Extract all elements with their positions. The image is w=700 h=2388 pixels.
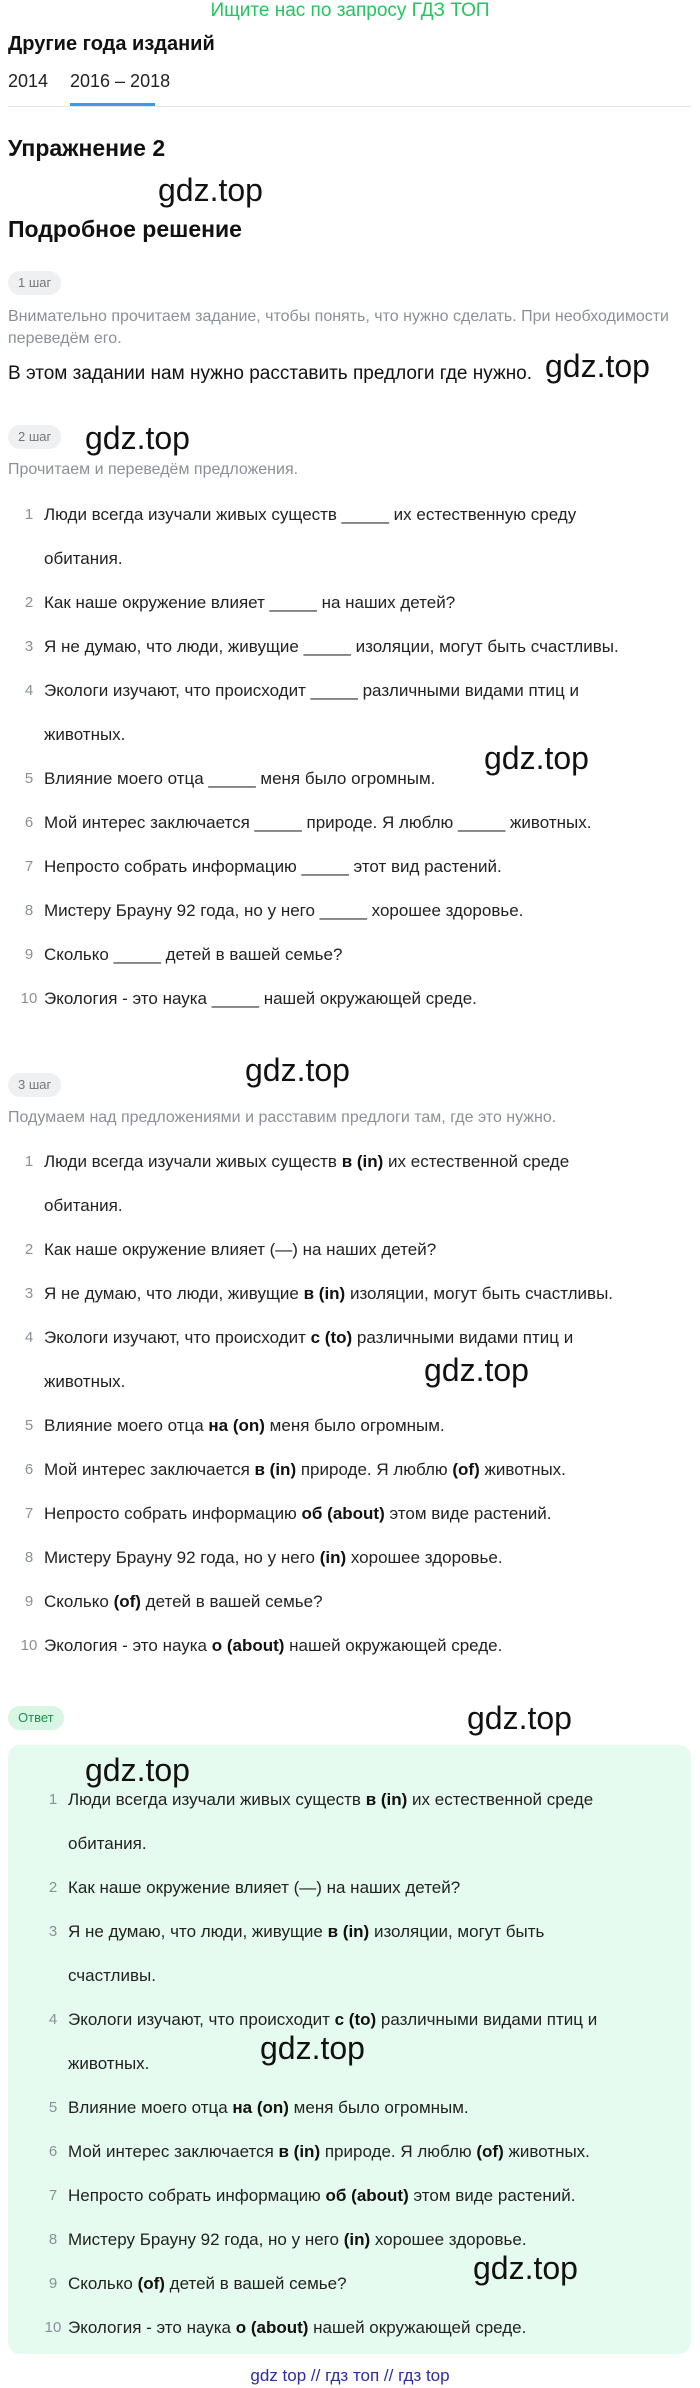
sentence-text: Мистеру Брауну 92 года, но у него (in) хорошее здоровье.: [68, 2230, 527, 2249]
item-number: 5: [48, 2099, 58, 2116]
step-badge-3: 3 шаг: [8, 1073, 61, 1097]
item-number: 8: [48, 2231, 58, 2248]
sentence-text: Люди всегда изучали живых существ в (in) их естественной среде обитания.: [68, 1790, 594, 1853]
watermark: gdz.top: [473, 2250, 578, 2286]
watermark: gdz.top: [245, 1052, 350, 1088]
step1-text: В этом задании нам нужно расставить предлоги где нужно.: [8, 363, 533, 384]
item-number: 10: [20, 990, 38, 1007]
list-item: [14, 1624, 664, 1668]
item-number: 3: [24, 1285, 34, 1302]
sentence-text: Сколько (of) детей в вашей семье?: [44, 1592, 323, 1611]
answer-badge: Ответ: [8, 1706, 64, 1730]
sentence-text: Экологи изучают, что происходит с (to) различными видами птиц и животных.: [68, 2010, 598, 2073]
sentence-text: Как наше окружение влияет (—) на наших детей?: [44, 1240, 437, 1259]
list-item: [14, 1316, 664, 1404]
item-number: 6: [24, 1461, 34, 1478]
item-number: 10: [20, 1637, 38, 1654]
list-item: [38, 1866, 688, 1910]
item-number: 9: [48, 2275, 58, 2292]
step1-hint: Внимательно прочитаем задание, чтобы понять, что нужно сделать. При необходимости переведём его.: [8, 308, 669, 347]
item-number: 3: [24, 638, 34, 655]
list-item: [14, 977, 664, 1021]
list-item: [38, 2306, 688, 2350]
sentence-text: Как наше окружение влияет (—) на наших детей?: [68, 1878, 461, 1897]
list-item: [14, 845, 664, 889]
list-item: [14, 801, 664, 845]
sentence-text: Мистеру Брауну 92 года, но у него _____ хорошее здоровье.: [44, 901, 524, 920]
item-number: 2: [48, 1879, 58, 1896]
item-number: 7: [24, 858, 34, 875]
item-number: 6: [48, 2143, 58, 2160]
sentence-text: Непросто собрать информацию об (about) этом виде растений.: [68, 2186, 576, 2205]
footer-links[interactable]: gdz top // гдз топ // гдз top: [250, 2366, 450, 2385]
tab-2016-2018[interactable]: 2016 – 2018: [70, 71, 171, 91]
list-item: [14, 1228, 664, 1272]
list-item: [38, 2174, 688, 2218]
step3-hint: Подумаем над предложениями и расставим предлоги там, где это нужно.: [8, 1109, 557, 1126]
item-number: 8: [24, 1549, 34, 1566]
step-badge-1: 1 шаг: [8, 271, 61, 295]
item-number: 10: [44, 2319, 62, 2336]
step-badge-2: 2 шаг: [8, 425, 61, 449]
exercise-title: Упражнение 2: [8, 135, 166, 161]
sentence-text: Экологи изучают, что происходит _____ различными видами птиц и животных.: [44, 681, 579, 744]
watermark: gdz.top: [484, 740, 589, 776]
watermark: gdz.top: [545, 348, 650, 384]
sentence-text: Экологи изучают, что происходит с (to) различными видами птиц и животных.: [44, 1328, 574, 1391]
list-item: [14, 1580, 664, 1624]
sentence-text: Экология - это наука _____ нашей окружающей среде.: [44, 989, 477, 1008]
watermark: gdz.top: [424, 1352, 529, 1388]
watermark: gdz.top: [260, 2030, 365, 2066]
item-number: 1: [48, 1791, 58, 1808]
item-number: 8: [24, 902, 34, 919]
list-item: [14, 933, 664, 977]
sentence-text: Как наше окружение влияет _____ на наших детей?: [44, 593, 456, 612]
list-item: [14, 1492, 664, 1536]
divider: [8, 106, 691, 107]
item-number: 2: [24, 594, 34, 611]
item-number: 4: [48, 2011, 58, 2028]
sentence-text: Мой интерес заключается в (in) природе. Я люблю (of) животных.: [68, 2142, 590, 2161]
list-item: [38, 2086, 688, 2130]
sentence-text: Мой интерес заключается _____ природе. Я люблю _____ животных.: [44, 813, 592, 832]
item-number: 7: [24, 1505, 34, 1522]
sentence-text: Непросто собрать информацию _____ этот вид растений.: [44, 857, 502, 876]
sentence-text: Экология - это наука о (about) нашей окружающей среде.: [68, 2318, 527, 2337]
sentence-text: Люди всегда изучали живых существ в (in) их естественной среде обитания.: [44, 1152, 570, 1215]
sentence-text: Я не думаю, что люди, живущие _____ изоляции, могут быть счастливы.: [44, 637, 619, 656]
item-number: 4: [24, 1329, 34, 1346]
list-item: [14, 1536, 664, 1580]
sentence-text: Люди всегда изучали живых существ _____ их естественную среду обитания.: [44, 505, 577, 568]
list-item: [14, 1404, 664, 1448]
item-number: 1: [24, 506, 34, 523]
item-number: 9: [24, 946, 34, 963]
step2-hint: Прочитаем и переведём предложения.: [8, 461, 299, 478]
sentence-text: Влияние моего отца на (on) меня было огромным.: [44, 1416, 445, 1435]
sentence-text: Влияние моего отца на (on) меня было огромным.: [68, 2098, 469, 2117]
item-number: 5: [24, 770, 34, 787]
item-number: 3: [48, 1923, 58, 1940]
item-number: 5: [24, 1417, 34, 1434]
list-item: [38, 2218, 688, 2262]
sentence-text: Мой интерес заключается в (in) природе. Я люблю (of) животных.: [44, 1460, 566, 1479]
watermark: gdz.top: [158, 172, 263, 208]
item-number: 4: [24, 682, 34, 699]
watermark: gdz.top: [85, 1752, 190, 1788]
sentence-text: Влияние моего отца _____ меня было огромным.: [44, 769, 436, 788]
item-number: 2: [24, 1241, 34, 1258]
list-item: [14, 1140, 664, 1228]
list-item: [14, 889, 664, 933]
list-item: [38, 1778, 688, 1866]
other-years-title: Другие года изданий: [8, 33, 215, 55]
list-item: [14, 493, 664, 581]
item-number: 6: [24, 814, 34, 831]
tab-2014[interactable]: 2014: [8, 71, 49, 91]
item-number: 9: [24, 1593, 34, 1610]
sentence-text: Сколько (of) детей в вашей семье?: [68, 2274, 347, 2293]
sentence-text: Сколько _____ детей в вашей семье?: [44, 945, 343, 964]
step3-sentence-list: [14, 1140, 664, 1668]
list-item: [14, 581, 664, 625]
sentence-text: Я не думаю, что люди, живущие в (in) изоляции, могут быть счастливы.: [44, 1284, 614, 1303]
list-item: [14, 1272, 664, 1316]
sentence-text: Мистеру Брауну 92 года, но у него (in) хорошее здоровье.: [44, 1548, 503, 1567]
item-number: 7: [48, 2187, 58, 2204]
list-item: [38, 1910, 688, 1998]
search-banner: Ищите нас по запросу ГДЗ ТОП: [210, 0, 490, 21]
list-item: [38, 2262, 688, 2306]
list-item: [14, 1448, 664, 1492]
list-item: [14, 625, 664, 669]
watermark: gdz.top: [85, 420, 190, 456]
sentence-text: Экология - это наука о (about) нашей окружающей среде.: [44, 1636, 503, 1655]
solution-title: Подробное решение: [8, 216, 242, 242]
sentence-text: Я не думаю, что люди, живущие в (in) изоляции, могут быть счастливы.: [68, 1922, 545, 1985]
watermark: gdz.top: [467, 1700, 572, 1736]
item-number: 1: [24, 1153, 34, 1170]
list-item: [38, 2130, 688, 2174]
sentence-text: Непросто собрать информацию об (about) этом виде растений.: [44, 1504, 552, 1523]
